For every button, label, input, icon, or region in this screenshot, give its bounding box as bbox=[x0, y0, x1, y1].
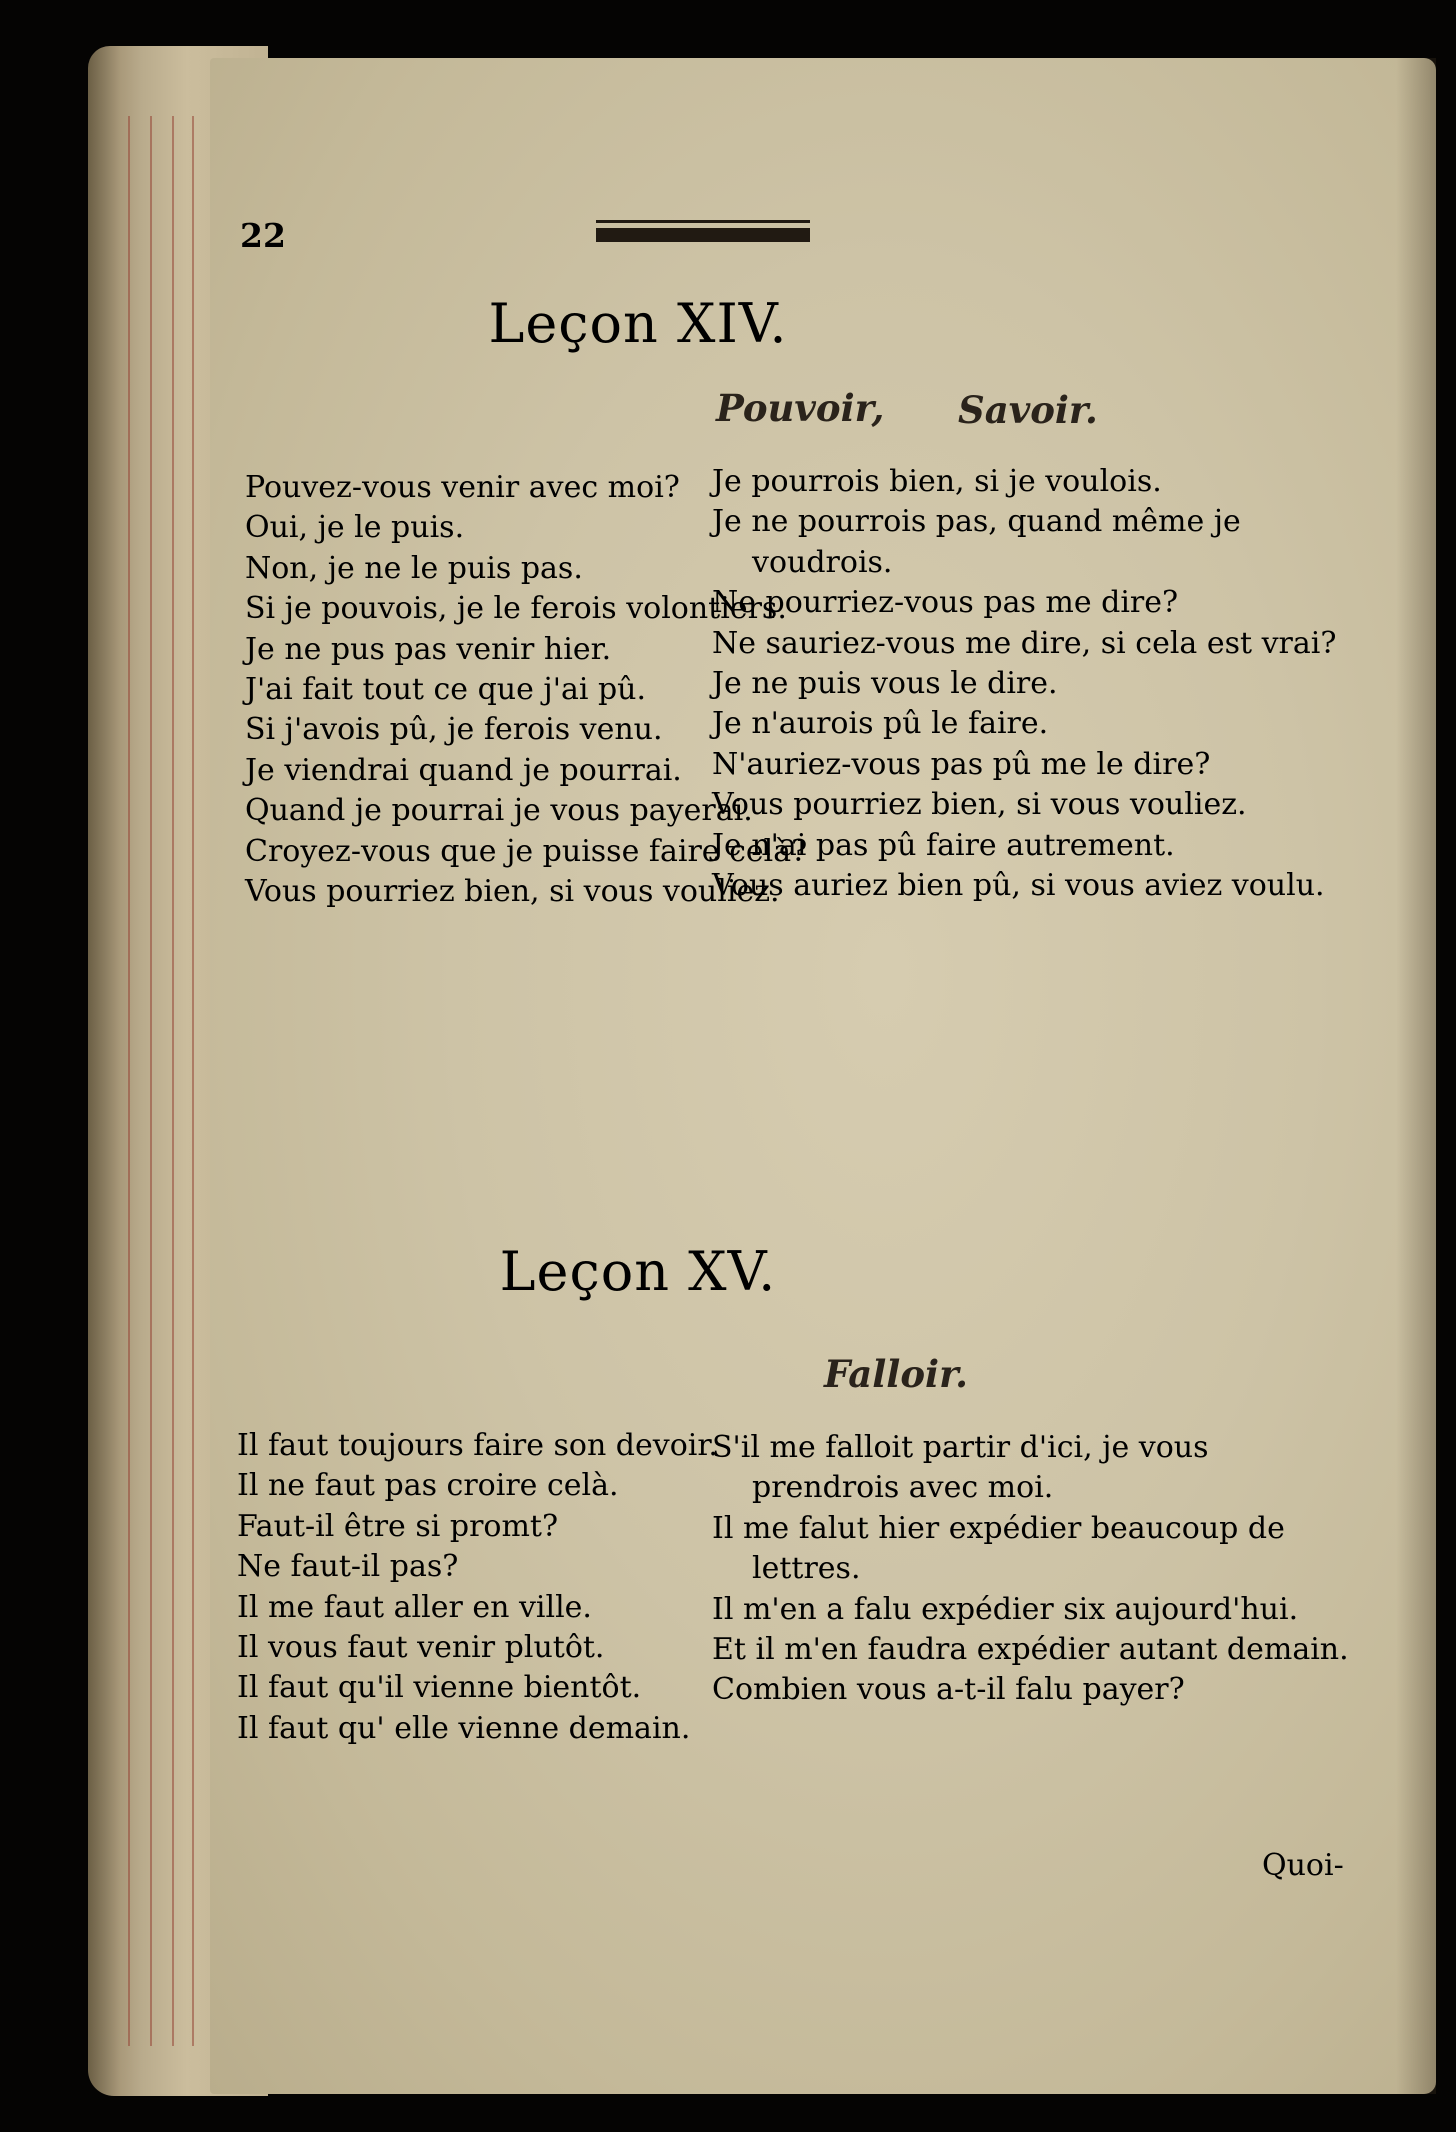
list-item: Il me falut hier expédier beaucoup de lettres. bbox=[712, 1510, 1285, 1587]
list-item: Il ne faut pas croire celà. bbox=[237, 1468, 619, 1504]
list-item: Je ne pus pas venir hier. bbox=[245, 631, 612, 667]
page-edge-line bbox=[128, 116, 130, 2046]
list-item: Vous auriez bien pû, si vous aviez voulu. bbox=[712, 868, 1325, 904]
list-item: Pouvez-vous venir avec moi? bbox=[245, 470, 680, 505]
list-item: Ne faut-il pas? bbox=[237, 1549, 459, 1585]
page-number: 22 bbox=[240, 216, 286, 255]
list-item: Il vous faut venir plutôt. bbox=[237, 1630, 605, 1666]
page-edge-line bbox=[192, 116, 194, 2046]
lesson-14-right-column bbox=[712, 462, 1362, 906]
list-item: Il faut qu' elle vienne demain. bbox=[237, 1710, 691, 1746]
lesson-14-verb-right: Savoir. bbox=[958, 388, 1098, 432]
list-item: Combien vous a-t-il falu payer? bbox=[712, 1672, 1185, 1708]
spine-shadow bbox=[1396, 58, 1436, 2094]
list-item: Vous pourriez bien, si vous vouliez. bbox=[712, 787, 1247, 823]
header-rule bbox=[596, 228, 810, 242]
list-item: J'ai fait tout ce que j'ai pû. bbox=[245, 672, 647, 708]
page-edge-line bbox=[150, 116, 152, 2046]
list-item: Vous pourriez bien, si vous vouliez. bbox=[245, 874, 780, 910]
lesson-15-verb: Falloir. bbox=[824, 1352, 969, 1396]
list-item: Il m'en a falu expédier six aujourd'hui. bbox=[712, 1591, 1299, 1627]
catchword: Quoi- bbox=[1262, 1848, 1344, 1883]
list-item: Il faut qu'il vienne bientôt. bbox=[237, 1670, 642, 1706]
lesson-15-title: Leçon XV. bbox=[499, 1240, 777, 1303]
lesson-14-verb-left: Pouvoir, bbox=[716, 386, 885, 430]
list-item: Il me faut aller en ville. bbox=[237, 1589, 592, 1625]
list-item: Je n'ai pas pû faire autrement. bbox=[712, 827, 1175, 863]
list-item: Faut-il être si promt? bbox=[237, 1508, 559, 1544]
list-item: Il faut toujours faire son devoir. bbox=[237, 1428, 718, 1463]
lesson-15-right-column bbox=[712, 1428, 1362, 1711]
list-item: Ne pourriez-vous pas me dire? bbox=[712, 585, 1179, 621]
list-item: Non, je ne le puis pas. bbox=[245, 550, 583, 586]
list-item: Ne sauriez-vous me dire, si cela est vrai? bbox=[712, 625, 1337, 661]
page-edge-line bbox=[172, 116, 174, 2046]
list-item: Si je pouvois, je le ferois volontiers. bbox=[245, 591, 787, 627]
list-item: S'il me falloit partir d'ici, je vous prendrois avec moi. bbox=[712, 1430, 1209, 1506]
lesson-14-title: Leçon XIV. bbox=[488, 292, 788, 355]
list-item: Quand je pourrai je vous payerai. bbox=[245, 793, 753, 829]
list-item: Croyez-vous que je puisse faire celà? bbox=[245, 833, 808, 869]
list-item: Et il m'en faudra expédier autant demain. bbox=[712, 1632, 1349, 1668]
list-item: Je ne puis vous le dire. bbox=[712, 666, 1058, 702]
list-item: Je viendrai quand je pourrai. bbox=[245, 752, 682, 788]
book-page bbox=[210, 58, 1436, 2094]
list-item: Oui, je le puis. bbox=[245, 510, 465, 546]
list-item: Si j'avois pû, je ferois venu. bbox=[245, 712, 663, 748]
list-item: Je pourrois bien, si je voulois. bbox=[712, 464, 1162, 499]
list-item: Je ne pourrois pas, quand même je voudrois. bbox=[712, 504, 1241, 580]
list-item: Je n'aurois pû le faire. bbox=[712, 706, 1049, 742]
list-item: N'auriez-vous pas pû me le dire? bbox=[712, 746, 1211, 782]
